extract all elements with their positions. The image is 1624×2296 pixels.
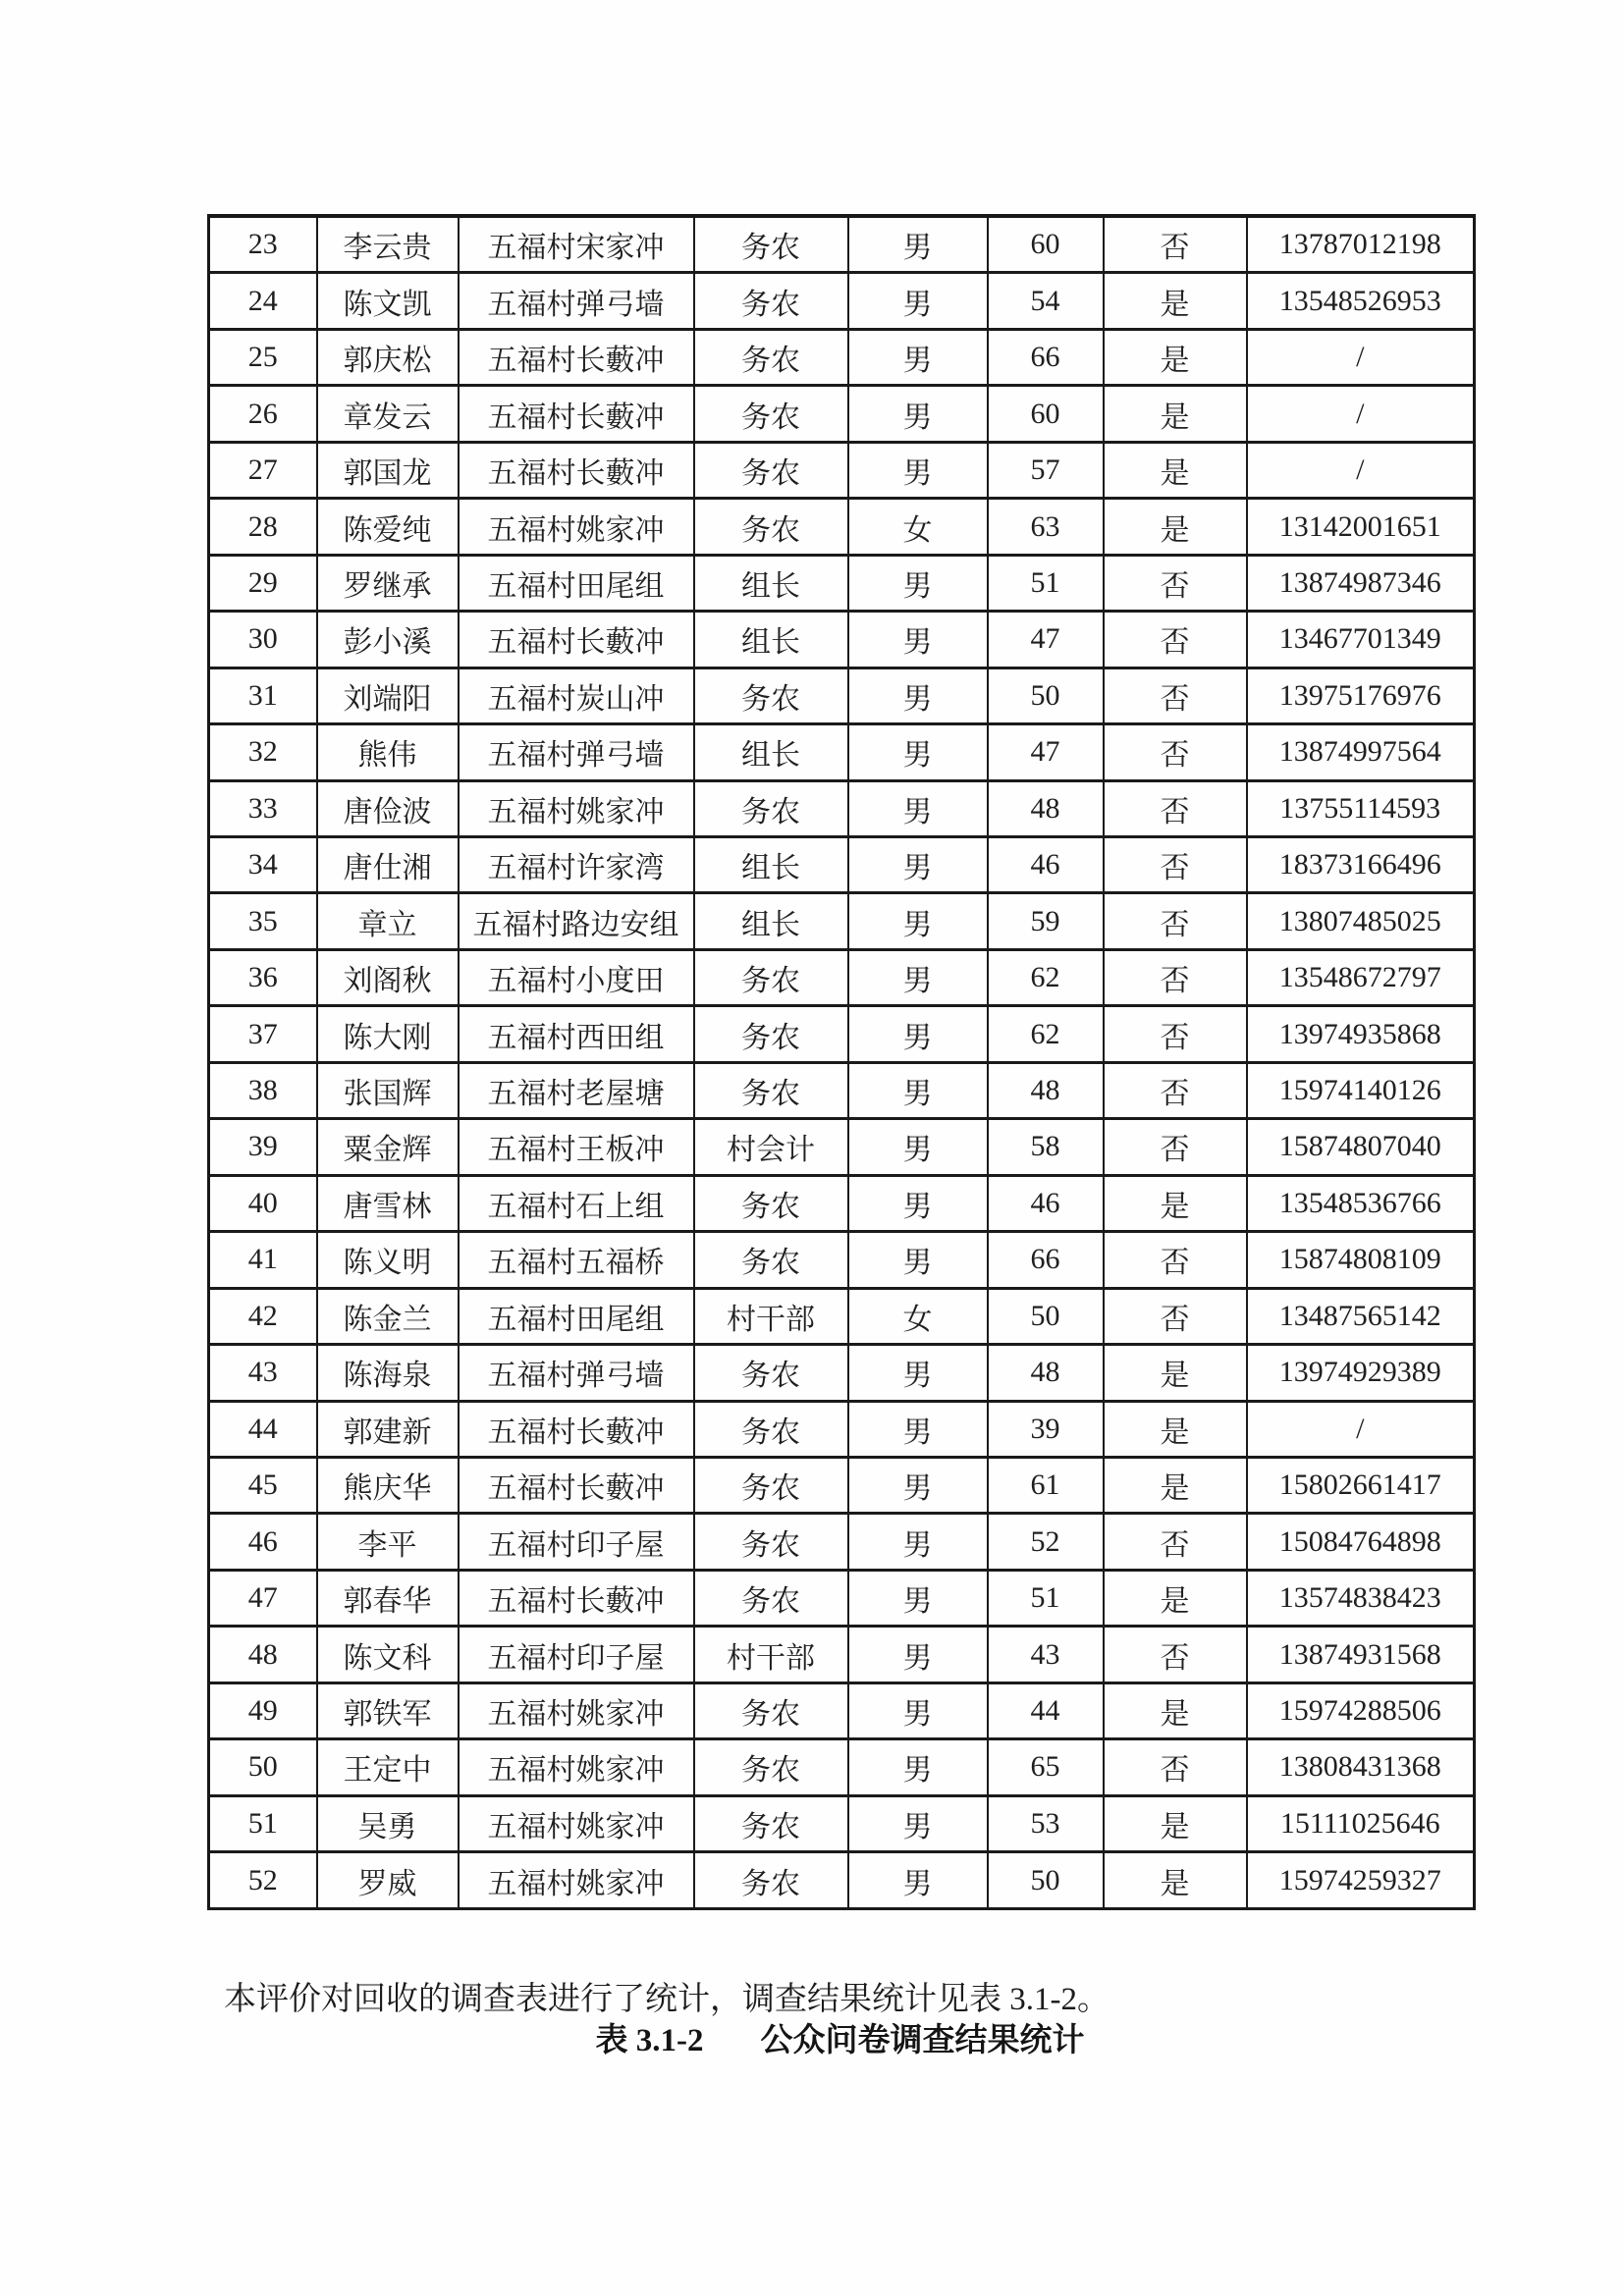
cell-gender: 男 xyxy=(848,1232,988,1288)
cell-name: 粟金辉 xyxy=(317,1119,459,1175)
cell-gender: 男 xyxy=(848,1062,988,1118)
cell-gender: 男 xyxy=(848,1457,988,1513)
cell-occupation: 组长 xyxy=(694,555,848,611)
cell-answer: 否 xyxy=(1104,1739,1247,1795)
cell-phone: 13975176976 xyxy=(1247,667,1475,723)
table-row xyxy=(209,499,1475,555)
cell-address: 五福村长藪冲 xyxy=(459,1457,694,1513)
cell-gender: 男 xyxy=(848,612,988,667)
table-row xyxy=(209,1682,1475,1738)
cell-phone: 13548536766 xyxy=(1247,1175,1475,1231)
cell-phone: 15874807040 xyxy=(1247,1119,1475,1175)
cell-age: 60 xyxy=(988,216,1104,273)
cell-phone: 15111025646 xyxy=(1247,1795,1475,1851)
cell-answer: 是 xyxy=(1104,1852,1247,1909)
cell-name: 吴勇 xyxy=(317,1795,459,1851)
cell-answer: 否 xyxy=(1104,780,1247,836)
cell-gender: 男 xyxy=(848,1401,988,1457)
table-row xyxy=(209,1119,1475,1175)
cell-phone: 13807485025 xyxy=(1247,893,1475,949)
cell-address: 五福村弹弓墙 xyxy=(459,1345,694,1401)
cell-name: 罗继承 xyxy=(317,555,459,611)
cell-gender: 男 xyxy=(848,724,988,780)
cell-gender: 男 xyxy=(848,1175,988,1231)
table-row xyxy=(209,1457,1475,1513)
cell-index: 44 xyxy=(209,1401,317,1457)
cell-occupation: 务农 xyxy=(694,1570,848,1626)
cell-phone: 13874931568 xyxy=(1247,1627,1475,1682)
cell-gender: 男 xyxy=(848,1570,988,1626)
cell-name: 彭小溪 xyxy=(317,612,459,667)
cell-gender: 男 xyxy=(848,555,988,611)
cell-index: 25 xyxy=(209,329,317,385)
cell-phone: 13142001651 xyxy=(1247,499,1475,555)
cell-index: 31 xyxy=(209,667,317,723)
cell-phone: 13787012198 xyxy=(1247,216,1475,273)
cell-address: 五福村长藪冲 xyxy=(459,442,694,498)
cell-gender: 男 xyxy=(848,667,988,723)
table-row xyxy=(209,893,1475,949)
cell-phone: 15084764898 xyxy=(1247,1514,1475,1570)
cell-name: 陈大刚 xyxy=(317,1006,459,1062)
cell-gender: 男 xyxy=(848,1852,988,1909)
cell-name: 章发云 xyxy=(317,386,459,442)
cell-age: 52 xyxy=(988,1514,1104,1570)
cell-name: 张国辉 xyxy=(317,1062,459,1118)
cell-phone: 13874997564 xyxy=(1247,724,1475,780)
table-row xyxy=(209,1006,1475,1062)
cell-answer: 是 xyxy=(1104,1682,1247,1738)
table-row xyxy=(209,1514,1475,1570)
table-row xyxy=(209,949,1475,1005)
cell-address: 五福村姚家冲 xyxy=(459,1682,694,1738)
cell-occupation: 务农 xyxy=(694,442,848,498)
cell-phone: 18373166496 xyxy=(1247,837,1475,893)
table-row xyxy=(209,329,1475,385)
cell-phone: 13548672797 xyxy=(1247,949,1475,1005)
cell-age: 51 xyxy=(988,555,1104,611)
cell-age: 57 xyxy=(988,442,1104,498)
cell-index: 52 xyxy=(209,1852,317,1909)
cell-name: 陈金兰 xyxy=(317,1288,459,1344)
cell-phone: / xyxy=(1247,386,1475,442)
cell-address: 五福村石上组 xyxy=(459,1175,694,1231)
cell-gender: 男 xyxy=(848,386,988,442)
cell-gender: 女 xyxy=(848,1288,988,1344)
cell-answer: 否 xyxy=(1104,837,1247,893)
cell-gender: 男 xyxy=(848,1006,988,1062)
cell-gender: 男 xyxy=(848,442,988,498)
cell-answer: 否 xyxy=(1104,1232,1247,1288)
survey-respondents-table xyxy=(207,214,1476,1910)
table-caption-label: 表 3.1-2 xyxy=(595,2023,704,2058)
cell-address: 五福村西田组 xyxy=(459,1006,694,1062)
cell-phone: 13574838423 xyxy=(1247,1570,1475,1626)
cell-answer: 是 xyxy=(1104,442,1247,498)
cell-phone: 13755114593 xyxy=(1247,780,1475,836)
cell-gender: 男 xyxy=(848,837,988,893)
cell-index: 28 xyxy=(209,499,317,555)
cell-index: 42 xyxy=(209,1288,317,1344)
cell-address: 五福村宋家冲 xyxy=(459,216,694,273)
cell-name: 刘阁秋 xyxy=(317,949,459,1005)
cell-address: 五福村弹弓墙 xyxy=(459,273,694,329)
table-row xyxy=(209,1345,1475,1401)
cell-name: 郭国龙 xyxy=(317,442,459,498)
cell-index: 40 xyxy=(209,1175,317,1231)
table-row xyxy=(209,216,1475,273)
cell-index: 45 xyxy=(209,1457,317,1513)
table-row xyxy=(209,273,1475,329)
cell-name: 唐雪林 xyxy=(317,1175,459,1231)
table-row xyxy=(209,1175,1475,1231)
cell-gender: 男 xyxy=(848,273,988,329)
cell-occupation: 组长 xyxy=(694,612,848,667)
cell-address: 五福村老屋塘 xyxy=(459,1062,694,1118)
cell-age: 62 xyxy=(988,1006,1104,1062)
table-row xyxy=(209,1739,1475,1795)
cell-phone: / xyxy=(1247,329,1475,385)
cell-index: 37 xyxy=(209,1006,317,1062)
cell-index: 29 xyxy=(209,555,317,611)
cell-age: 47 xyxy=(988,612,1104,667)
cell-name: 陈爱纯 xyxy=(317,499,459,555)
cell-answer: 否 xyxy=(1104,612,1247,667)
cell-address: 五福村王板冲 xyxy=(459,1119,694,1175)
cell-phone: / xyxy=(1247,442,1475,498)
cell-occupation: 务农 xyxy=(694,780,848,836)
cell-gender: 女 xyxy=(848,499,988,555)
cell-occupation: 务农 xyxy=(694,1457,848,1513)
cell-occupation: 村会计 xyxy=(694,1119,848,1175)
cell-address: 五福村田尾组 xyxy=(459,1288,694,1344)
cell-answer: 否 xyxy=(1104,216,1247,273)
cell-index: 24 xyxy=(209,273,317,329)
cell-phone: / xyxy=(1247,1401,1475,1457)
cell-occupation: 村干部 xyxy=(694,1288,848,1344)
cell-age: 39 xyxy=(988,1401,1104,1457)
cell-occupation: 务农 xyxy=(694,1232,848,1288)
table-row xyxy=(209,724,1475,780)
cell-occupation: 务农 xyxy=(694,949,848,1005)
cell-answer: 否 xyxy=(1104,949,1247,1005)
cell-address: 五福村弹弓墙 xyxy=(459,724,694,780)
cell-phone: 13467701349 xyxy=(1247,612,1475,667)
cell-answer: 是 xyxy=(1104,1401,1247,1457)
cell-index: 27 xyxy=(209,442,317,498)
cell-answer: 否 xyxy=(1104,893,1247,949)
cell-phone: 13974935868 xyxy=(1247,1006,1475,1062)
cell-gender: 男 xyxy=(848,780,988,836)
cell-index: 30 xyxy=(209,612,317,667)
cell-occupation: 组长 xyxy=(694,724,848,780)
cell-name: 唐仕湘 xyxy=(317,837,459,893)
cell-occupation: 务农 xyxy=(694,1739,848,1795)
cell-name: 章立 xyxy=(317,893,459,949)
cell-index: 36 xyxy=(209,949,317,1005)
cell-phone: 13808431368 xyxy=(1247,1739,1475,1795)
cell-address: 五福村长藪冲 xyxy=(459,386,694,442)
cell-occupation: 务农 xyxy=(694,499,848,555)
cell-name: 熊庆华 xyxy=(317,1457,459,1513)
cell-address: 五福村路边安组 xyxy=(459,893,694,949)
cell-phone: 15802661417 xyxy=(1247,1457,1475,1513)
cell-answer: 是 xyxy=(1104,1345,1247,1401)
cell-occupation: 务农 xyxy=(694,273,848,329)
cell-occupation: 务农 xyxy=(694,1062,848,1118)
cell-address: 五福村长藪冲 xyxy=(459,612,694,667)
cell-address: 五福村小度田 xyxy=(459,949,694,1005)
cell-index: 47 xyxy=(209,1570,317,1626)
cell-age: 48 xyxy=(988,780,1104,836)
cell-gender: 男 xyxy=(848,949,988,1005)
table-row xyxy=(209,612,1475,667)
cell-answer: 否 xyxy=(1104,1514,1247,1570)
cell-index: 43 xyxy=(209,1345,317,1401)
cell-gender: 男 xyxy=(848,1627,988,1682)
cell-answer: 是 xyxy=(1104,1795,1247,1851)
cell-index: 33 xyxy=(209,780,317,836)
cell-gender: 男 xyxy=(848,329,988,385)
cell-name: 郭铁军 xyxy=(317,1682,459,1738)
cell-occupation: 务农 xyxy=(694,1175,848,1231)
cell-age: 54 xyxy=(988,273,1104,329)
cell-age: 43 xyxy=(988,1627,1104,1682)
cell-index: 41 xyxy=(209,1232,317,1288)
cell-answer: 是 xyxy=(1104,499,1247,555)
cell-gender: 男 xyxy=(848,1739,988,1795)
cell-index: 35 xyxy=(209,893,317,949)
table-row xyxy=(209,386,1475,442)
cell-occupation: 务农 xyxy=(694,1345,848,1401)
cell-age: 58 xyxy=(988,1119,1104,1175)
cell-answer: 是 xyxy=(1104,1570,1247,1626)
cell-gender: 男 xyxy=(848,1345,988,1401)
cell-age: 66 xyxy=(988,329,1104,385)
table-row xyxy=(209,1062,1475,1118)
table-row xyxy=(209,1232,1475,1288)
cell-age: 48 xyxy=(988,1345,1104,1401)
cell-address: 五福村长藪冲 xyxy=(459,1570,694,1626)
cell-age: 50 xyxy=(988,667,1104,723)
cell-address: 五福村许家湾 xyxy=(459,837,694,893)
cell-address: 五福村炭山冲 xyxy=(459,667,694,723)
cell-answer: 否 xyxy=(1104,667,1247,723)
cell-address: 五福村田尾组 xyxy=(459,555,694,611)
table-row xyxy=(209,1288,1475,1344)
cell-answer: 是 xyxy=(1104,329,1247,385)
cell-occupation: 务农 xyxy=(694,1006,848,1062)
cell-age: 46 xyxy=(988,1175,1104,1231)
cell-answer: 否 xyxy=(1104,1119,1247,1175)
table-row xyxy=(209,837,1475,893)
cell-name: 郭庆松 xyxy=(317,329,459,385)
cell-gender: 男 xyxy=(848,1795,988,1851)
cell-phone: 15974288506 xyxy=(1247,1682,1475,1738)
cell-occupation: 务农 xyxy=(694,329,848,385)
summary-paragraph: 本评价对回收的调查表进行了统计，调查结果统计见表 3.1-2。 xyxy=(224,1982,1110,2017)
cell-occupation: 村干部 xyxy=(694,1627,848,1682)
cell-phone: 13487565142 xyxy=(1247,1288,1475,1344)
cell-age: 62 xyxy=(988,949,1104,1005)
cell-gender: 男 xyxy=(848,1514,988,1570)
cell-answer: 是 xyxy=(1104,1175,1247,1231)
table-row xyxy=(209,1795,1475,1851)
cell-occupation: 务农 xyxy=(694,386,848,442)
cell-address: 五福村姚家冲 xyxy=(459,499,694,555)
cell-answer: 是 xyxy=(1104,273,1247,329)
cell-age: 51 xyxy=(988,1570,1104,1626)
cell-occupation: 务农 xyxy=(694,1852,848,1909)
table-row xyxy=(209,780,1475,836)
table-caption-title: 公众问卷调查结果统计 xyxy=(760,2023,1085,2058)
cell-phone: 15974259327 xyxy=(1247,1852,1475,1909)
cell-occupation: 务农 xyxy=(694,1682,848,1738)
cell-name: 郭春华 xyxy=(317,1570,459,1626)
cell-index: 39 xyxy=(209,1119,317,1175)
cell-address: 五福村姚家冲 xyxy=(459,1852,694,1909)
cell-answer: 否 xyxy=(1104,1627,1247,1682)
table-body xyxy=(209,216,1475,1909)
cell-gender: 男 xyxy=(848,893,988,949)
cell-index: 34 xyxy=(209,837,317,893)
cell-index: 49 xyxy=(209,1682,317,1738)
table-row xyxy=(209,555,1475,611)
cell-age: 50 xyxy=(988,1852,1104,1909)
cell-age: 63 xyxy=(988,499,1104,555)
table-row xyxy=(209,1401,1475,1457)
cell-answer: 否 xyxy=(1104,1062,1247,1118)
cell-age: 50 xyxy=(988,1288,1104,1344)
table-row xyxy=(209,1570,1475,1626)
cell-name: 唐俭波 xyxy=(317,780,459,836)
cell-answer: 否 xyxy=(1104,724,1247,780)
cell-name: 郭建新 xyxy=(317,1401,459,1457)
cell-answer: 否 xyxy=(1104,555,1247,611)
cell-gender: 男 xyxy=(848,1119,988,1175)
cell-answer: 是 xyxy=(1104,1457,1247,1513)
cell-gender: 男 xyxy=(848,216,988,273)
cell-index: 51 xyxy=(209,1795,317,1851)
cell-occupation: 组长 xyxy=(694,893,848,949)
cell-phone: 15874808109 xyxy=(1247,1232,1475,1288)
cell-address: 五福村印子屋 xyxy=(459,1514,694,1570)
cell-address: 五福村姚家冲 xyxy=(459,1739,694,1795)
cell-age: 61 xyxy=(988,1457,1104,1513)
cell-occupation: 组长 xyxy=(694,837,848,893)
cell-occupation: 务农 xyxy=(694,667,848,723)
cell-name: 李云贵 xyxy=(317,216,459,273)
cell-name: 罗威 xyxy=(317,1852,459,1909)
table-row xyxy=(209,442,1475,498)
cell-index: 32 xyxy=(209,724,317,780)
cell-answer: 否 xyxy=(1104,1288,1247,1344)
cell-age: 66 xyxy=(988,1232,1104,1288)
table-caption xyxy=(207,2014,1473,2060)
cell-name: 陈海泉 xyxy=(317,1345,459,1401)
cell-phone: 13974929389 xyxy=(1247,1345,1475,1401)
cell-address: 五福村长藪冲 xyxy=(459,1401,694,1457)
cell-answer: 是 xyxy=(1104,386,1247,442)
cell-address: 五福村姚家冲 xyxy=(459,780,694,836)
cell-name: 熊伟 xyxy=(317,724,459,780)
cell-index: 50 xyxy=(209,1739,317,1795)
cell-name: 陈义明 xyxy=(317,1232,459,1288)
cell-age: 53 xyxy=(988,1795,1104,1851)
cell-name: 王定中 xyxy=(317,1739,459,1795)
cell-address: 五福村五福桥 xyxy=(459,1232,694,1288)
cell-occupation: 务农 xyxy=(694,1795,848,1851)
table-row xyxy=(209,667,1475,723)
cell-address: 五福村印子屋 xyxy=(459,1627,694,1682)
cell-address: 五福村姚家冲 xyxy=(459,1795,694,1851)
cell-index: 26 xyxy=(209,386,317,442)
cell-index: 23 xyxy=(209,216,317,273)
cell-age: 48 xyxy=(988,1062,1104,1118)
cell-name: 陈文凯 xyxy=(317,273,459,329)
cell-phone: 13548526953 xyxy=(1247,273,1475,329)
cell-address: 五福村长藪冲 xyxy=(459,329,694,385)
table-row xyxy=(209,1852,1475,1909)
cell-occupation: 务农 xyxy=(694,1401,848,1457)
cell-name: 刘端阳 xyxy=(317,667,459,723)
cell-index: 46 xyxy=(209,1514,317,1570)
cell-age: 44 xyxy=(988,1682,1104,1738)
cell-phone: 15974140126 xyxy=(1247,1062,1475,1118)
cell-gender: 男 xyxy=(848,1682,988,1738)
cell-name: 陈文科 xyxy=(317,1627,459,1682)
cell-occupation: 务农 xyxy=(694,1514,848,1570)
cell-occupation: 务农 xyxy=(694,216,848,273)
cell-name: 李平 xyxy=(317,1514,459,1570)
cell-age: 47 xyxy=(988,724,1104,780)
cell-index: 38 xyxy=(209,1062,317,1118)
cell-age: 59 xyxy=(988,893,1104,949)
cell-age: 46 xyxy=(988,837,1104,893)
cell-phone: 13874987346 xyxy=(1247,555,1475,611)
cell-age: 65 xyxy=(988,1739,1104,1795)
table-row xyxy=(209,1627,1475,1682)
cell-age: 60 xyxy=(988,386,1104,442)
cell-answer: 否 xyxy=(1104,1006,1247,1062)
cell-index: 48 xyxy=(209,1627,317,1682)
